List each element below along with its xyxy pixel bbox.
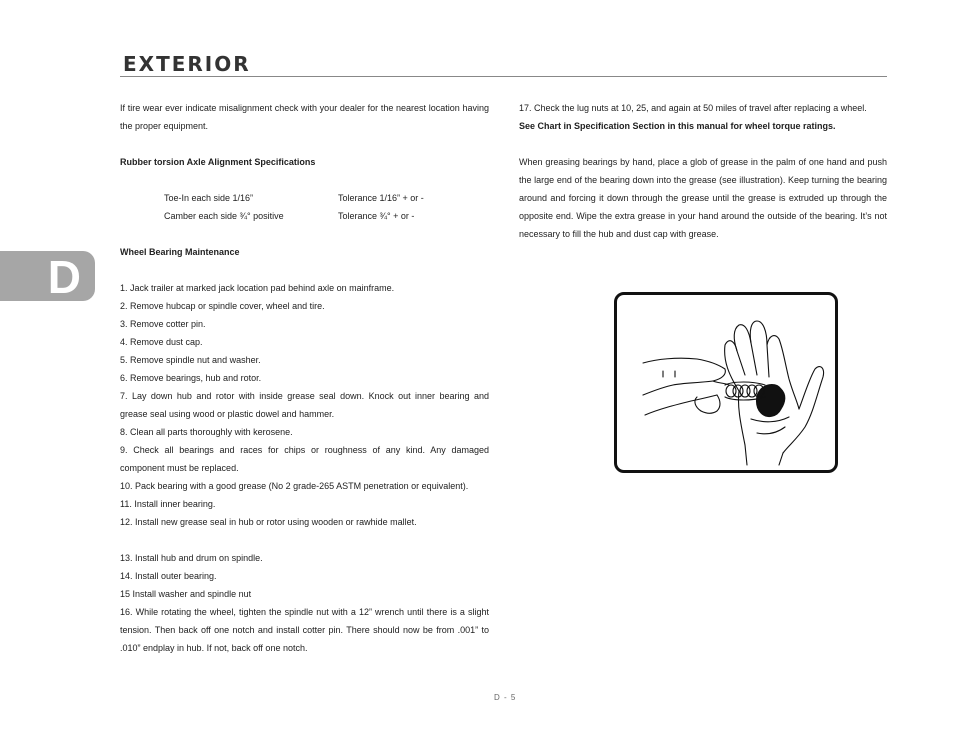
bearing-heading: Wheel Bearing Maintenance (120, 247, 240, 257)
step-item: 3. Remove cotter pin. (120, 319, 206, 329)
step-item: 11. Install inner bearing. (120, 499, 216, 509)
spec-tolerance: Tolerance 1/16” + or - (338, 193, 424, 203)
page-number: D - 5 (494, 693, 517, 702)
step-item: 7. Lay down hub and rotor with inside grease seal down. Knock out inner bearing and grease seal using wood or plastic dowel and hammer. (120, 391, 489, 419)
step-item: 1. Jack trailer at marked jack location pad behind axle on mainframe. (120, 283, 395, 293)
steps-list-a (120, 279, 489, 531)
spec-name: Camber each side ¾° positive (164, 211, 284, 221)
step-item: 2. Remove hubcap or spindle cover, wheel and tire. (120, 301, 325, 311)
right-column (519, 99, 887, 243)
step-item: 13. Install hub and drum on spindle. (120, 553, 263, 563)
steps-list-b (120, 549, 489, 657)
spec-row (120, 189, 489, 207)
step-item: 5. Remove spindle nut and washer. (120, 355, 261, 365)
step-item: 10. Pack bearing with a good grease (No 2 grade-265 ASTM penetration or equivalent). (120, 481, 469, 491)
left-column (120, 99, 489, 657)
spec-tolerance: Tolerance ¾° + or - (338, 211, 415, 221)
title-rule (120, 76, 887, 77)
step-item: 15 Install washer and spindle nut (120, 589, 252, 599)
step-item: 4. Remove dust cap. (120, 337, 203, 347)
chart-note: See Chart in Specification Section in this manual for wheel torque ratings. (519, 121, 836, 131)
section-tab-letter: D (47, 251, 81, 303)
spec-name: Toe-In each side 1/16” (164, 193, 254, 203)
step-17 (519, 99, 887, 117)
step-item: 9. Check all bearings and races for chips or roughness of any kind. Any damaged component must be replaced. (120, 445, 489, 473)
spec-heading: Rubber torsion Axle Alignment Specifications (120, 157, 316, 167)
step-item: 8. Clean all parts thoroughly with kerosene. (120, 427, 293, 437)
greasing-illustration (614, 292, 838, 473)
page-title: EXTERIOR (123, 52, 251, 76)
spec-row (120, 207, 489, 225)
step-item: 16. While rotating the wheel, tighten the spindle nut with a 12” wrench until there is a slight tension. Then back off one notch and install cotter pin. There should now be from .001” to .010” endplay in hub. If not, back off one notch. (120, 607, 489, 653)
step-17-text: 17. Check the lug nuts at 10, 25, and again at 50 miles of travel after replacing a wheel. (519, 103, 867, 113)
hand-bearing-illustration (617, 295, 835, 470)
intro-paragraph: If tire wear ever indicate misalignment check with your dealer for the nearest location having the proper equipment. (120, 103, 489, 131)
step-item: 6. Remove bearings, hub and rotor. (120, 373, 262, 383)
step-item: 12. Install new grease seal in hub or rotor using wooden or rawhide mallet. (120, 517, 417, 527)
section-tab (0, 251, 95, 301)
greasing-paragraph: When greasing bearings by hand, place a glob of grease in the palm of one hand and push the large end of the bearing down into the grease (see illustration). Keep turning the bearing around and forcing it down through the grease until the grease is extruded up through the opposite end. Wipe the extra grease in your hand around the outside of the bearing. It’s not necessary to fill the hub and dust cap with grease. (519, 157, 887, 239)
step-item: 14. Install outer bearing. (120, 571, 217, 581)
